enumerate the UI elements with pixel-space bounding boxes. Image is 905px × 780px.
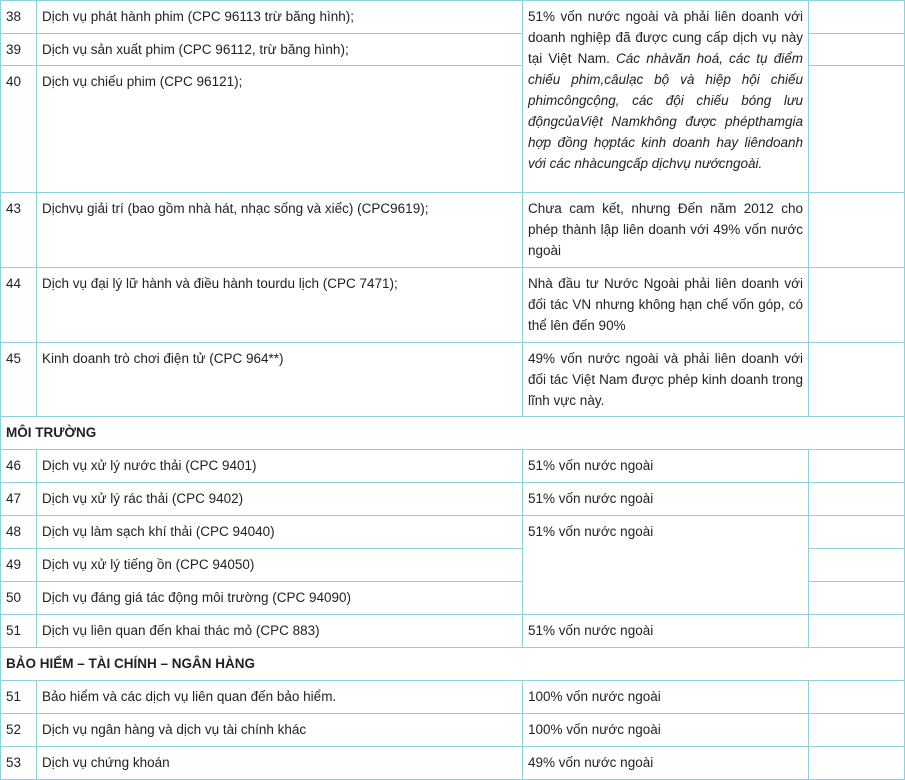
service-cell: Dịchvụ giải trí (bao gồm nhà hát, nhạc sống và xiếc) (CPC9619); <box>37 193 523 268</box>
row-number: 45 <box>1 343 37 417</box>
service-cell: Dịch vụ chứng khoán <box>37 747 523 780</box>
condition-cell: 51% vốn nước ngoài <box>523 615 809 648</box>
extra-cell <box>809 343 905 417</box>
service-cell: Dịch vụ làm sạch khí thải (CPC 94040) <box>37 516 523 549</box>
section-heading-finance: BẢO HIỂM – TÀI CHÍNH – NGÂN HÀNG <box>1 648 905 681</box>
extra-cell <box>809 747 905 780</box>
table-row <box>1 714 905 747</box>
section-row <box>1 417 905 450</box>
service-cell: Dịch vụ xử lý tiếng ồn (CPC 94050) <box>37 549 523 582</box>
extra-cell <box>809 549 905 582</box>
row-number: 39 <box>1 34 37 66</box>
extra-cell <box>809 1 905 34</box>
row-number: 46 <box>1 450 37 483</box>
row-number: 44 <box>1 268 37 343</box>
condition-note: Các nhàvăn hoá, các tụ điểm chiếu phim,câulạc bộ và hiệp hội chiếu phimcôngcộng, các đội chiếu bóng lưu độngcủaViệt Namkhông được phépthamgia hợp đồng hợptác kinh doanh hay liêndoanh với các nhàcungcấp dịchvụ nướcngoài. <box>528 51 803 171</box>
table-row <box>1 516 905 549</box>
service-cell: Dịch vụ đáng giá tác động môi trường (CPC 94090) <box>37 582 523 615</box>
service-cell: Dịch vụ xử lý nước thải (CPC 9401) <box>37 450 523 483</box>
service-cell: Bảo hiểm và các dịch vụ liên quan đến bảo hiểm. <box>37 681 523 714</box>
service-cell: Dịch vụ đại lý lữ hành và điều hành tourdu lịch (CPC 7471); <box>37 268 523 343</box>
extra-cell <box>809 66 905 193</box>
extra-cell <box>809 193 905 268</box>
condition-cell: 51% vốn nước ngoài <box>523 516 809 615</box>
service-cell: Dịch vụ liên quan đến khai thác mỏ (CPC 883) <box>37 615 523 648</box>
row-number: 50 <box>1 582 37 615</box>
table-row <box>1 343 905 417</box>
table-row <box>1 450 905 483</box>
condition-cell: 51% vốn nước ngoài <box>523 450 809 483</box>
condition-text: 51% vốn nước ngoài và phải liên doanh với doanh nghiệp đã được cung cấp dịch vụ này tại Việt Nam. <box>528 9 803 66</box>
row-number: 40 <box>1 66 37 193</box>
condition-cell: 51% vốn nước ngoài <box>523 483 809 516</box>
service-cell: Dịch vụ sản xuất phim (CPC 96112, trừ băng hình); <box>37 34 523 66</box>
service-cell: Dịch vụ xử lý rác thải (CPC 9402) <box>37 483 523 516</box>
section-heading-environment: MÔI TRƯỜNG <box>1 417 905 450</box>
table-row <box>1 681 905 714</box>
row-number: 52 <box>1 714 37 747</box>
table-row <box>1 747 905 780</box>
row-number: 49 <box>1 549 37 582</box>
table-row <box>1 268 905 343</box>
service-cell: Dịch vụ chiếu phim (CPC 96121); <box>37 66 523 193</box>
condition-cell: 100% vốn nước ngoài <box>523 714 809 747</box>
row-number: 43 <box>1 193 37 268</box>
extra-cell <box>809 268 905 343</box>
condition-cell: 100% vốn nước ngoài <box>523 681 809 714</box>
extra-cell <box>809 714 905 747</box>
extra-cell <box>809 450 905 483</box>
extra-cell <box>809 516 905 549</box>
table-row <box>1 1 905 34</box>
condition-cell: 49% vốn nước ngoài <box>523 747 809 780</box>
row-number: 47 <box>1 483 37 516</box>
service-cell: Kinh doanh trò chơi điện tử (CPC 964**) <box>37 343 523 417</box>
extra-cell <box>809 34 905 66</box>
table-row <box>1 615 905 648</box>
section-row <box>1 648 905 681</box>
row-number: 53 <box>1 747 37 780</box>
extra-cell <box>809 483 905 516</box>
condition-cell <box>523 1 809 193</box>
condition-cell: Chưa cam kết, nhưng Đến năm 2012 cho phép thành lập liên doanh với 49% vốn nước ngoài <box>523 193 809 268</box>
table-row <box>1 193 905 268</box>
row-number: 48 <box>1 516 37 549</box>
condition-cell: 49% vốn nước ngoài và phải liên doanh với đối tác Việt Nam được phép kinh doanh trong lĩnh vực này. <box>523 343 809 417</box>
condition-cell: Nhà đầu tư Nước Ngoài phải liên doanh với đối tác VN nhưng không hạn chế vốn góp, có thể lên đến 90% <box>523 268 809 343</box>
row-number: 51 <box>1 615 37 648</box>
extra-cell <box>809 615 905 648</box>
row-number: 38 <box>1 1 37 34</box>
service-cell: Dịch vụ phát hành phim (CPC 96113 trừ băng hình); <box>37 1 523 34</box>
extra-cell <box>809 582 905 615</box>
extra-cell <box>809 681 905 714</box>
row-number: 51 <box>1 681 37 714</box>
service-cell: Dịch vụ ngân hàng và dịch vụ tài chính khác <box>37 714 523 747</box>
table-row <box>1 483 905 516</box>
